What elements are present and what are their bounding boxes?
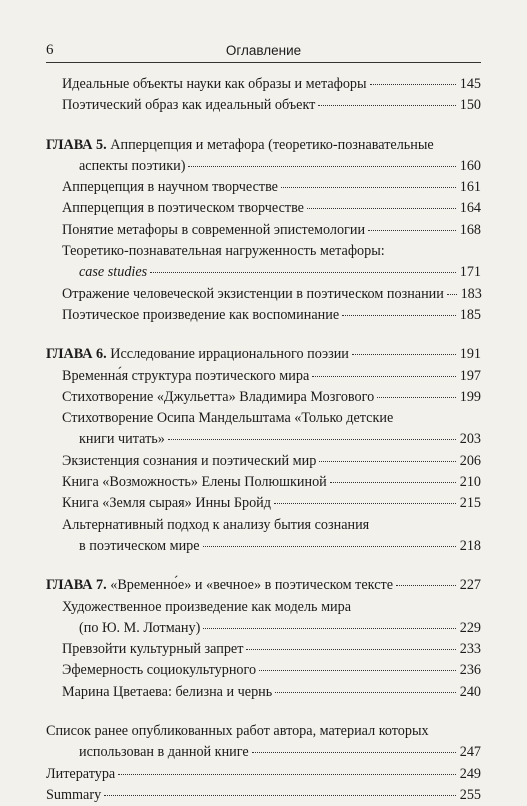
toc-title: Марина Цветаева: белизна и чернь [62, 683, 273, 700]
toc-page-number: 160 [459, 157, 481, 174]
toc-title: Стихотворение «Джульетта» Владимира Мозгового [62, 388, 375, 405]
dot-leader [246, 649, 456, 650]
toc-page-number: 215 [459, 495, 481, 512]
toc-entry-line [46, 660, 481, 681]
toc-title: Апперцепция в поэтическом творчестве [62, 200, 304, 217]
dot-leader [259, 670, 456, 671]
section-gap [46, 326, 481, 344]
section-gap [46, 117, 481, 135]
toc-page-number: 229 [459, 619, 481, 636]
chapter-label: ГЛАВА 5. [46, 136, 107, 153]
dot-leader [377, 397, 456, 398]
dot-leader [330, 482, 456, 483]
toc-page-number: 206 [459, 452, 481, 469]
dot-leader [168, 439, 456, 440]
toc-title: аспекты поэтики) [79, 157, 186, 174]
running-header [46, 42, 481, 63]
toc-entry-line [46, 95, 481, 116]
toc-entry-line [46, 472, 481, 493]
toc-entry-line [46, 721, 481, 742]
chapter-label: ГЛАВА 7. [46, 577, 107, 594]
dot-leader [319, 461, 456, 462]
toc-entry-line [46, 387, 481, 408]
toc-title: Поэтический образ как идеальный объект [62, 97, 316, 114]
toc-entry-line [46, 785, 481, 806]
toc-entry-line [46, 262, 481, 283]
toc-entry-line [46, 408, 481, 429]
toc-page-number: 145 [459, 76, 481, 92]
dot-leader [281, 187, 456, 188]
page-number: 6 [46, 42, 54, 58]
toc-title: Идеальные объекты науки как образы и метафоры [62, 76, 367, 92]
toc-page-number: 218 [459, 537, 481, 554]
toc-page-number: 168 [459, 221, 481, 238]
toc-title: использован в данной книге [79, 744, 249, 761]
toc-title: «Временно́е» и «вечное» в поэтическом тексте [110, 577, 394, 594]
toc-title: Стихотворение Осипа Мандельштама «Только детские [62, 410, 394, 427]
toc-entry-line [46, 220, 481, 241]
dot-leader [447, 294, 457, 295]
dot-leader [396, 585, 456, 586]
toc-title: Экзистенция сознания и поэтический мир [62, 452, 317, 469]
toc-title: Апперцепция и метафора (теоретико-познавательные [110, 136, 434, 153]
toc-chapter-line [46, 135, 481, 156]
toc-title: Summary [46, 786, 102, 803]
toc-entry-line [46, 74, 481, 95]
toc-page-number: 191 [459, 346, 481, 363]
dot-leader [370, 84, 456, 85]
toc-entry-line [46, 639, 481, 660]
toc-title: Список ранее опубликованных работ автора, материал которых [46, 723, 429, 740]
toc-title: (по Ю. М. Лотману) [79, 619, 201, 636]
toc-title: Книга «Земля сырая» Инны Бройд [62, 495, 271, 512]
toc-page-number: 199 [459, 388, 481, 405]
toc-entry-line [46, 284, 481, 305]
toc-title: Поэтическое произведение как воспоминание [62, 306, 340, 323]
toc-page-number: 240 [459, 683, 481, 700]
toc-title: Книга «Возможность» Елены Полюшкиной [62, 474, 327, 491]
dot-leader [203, 628, 456, 629]
toc-page-number: 164 [459, 200, 481, 217]
toc-entry-line [46, 366, 481, 387]
toc-page-number: 150 [459, 97, 481, 114]
running-title: Оглавление [225, 43, 302, 58]
dot-leader [104, 795, 456, 796]
toc-page-number: 185 [459, 306, 481, 323]
toc-page-number: 233 [459, 641, 481, 658]
toc-title: Исследование иррационального поэзии [110, 346, 349, 363]
toc-page-number: 203 [459, 431, 481, 448]
toc-title: Отражение человеческой экзистенции в поэтическом познании [62, 285, 444, 302]
toc-title: книги читать» [79, 431, 165, 448]
dot-leader [252, 752, 456, 753]
toc-page-number: 183 [460, 285, 482, 302]
dot-leader [318, 105, 456, 106]
toc-title: Эфемерность социокультурного [62, 662, 257, 679]
toc-title: Теоретико-познавательная нагруженность метафоры: [62, 243, 385, 260]
dot-leader [203, 546, 456, 547]
toc-page-number: 227 [459, 577, 481, 594]
dot-leader [118, 774, 456, 775]
toc-page-number: 210 [459, 474, 481, 491]
toc-title: Художественное произведение как модель мира [62, 598, 352, 615]
dot-leader [342, 315, 456, 316]
toc-page-number: 255 [459, 786, 481, 803]
toc-page-number: 161 [459, 179, 481, 196]
toc-chapter-line [46, 156, 481, 177]
toc-page-number: 236 [459, 662, 481, 679]
toc-title: Понятие метафоры в современной эпистемологии [62, 221, 366, 238]
section-gap [46, 557, 481, 575]
toc-chapter-line [46, 575, 481, 596]
toc-entry-line [46, 451, 481, 472]
dot-leader [275, 692, 456, 693]
toc-entry-line [46, 597, 481, 618]
section-gap [46, 703, 481, 721]
toc-entry-line [46, 241, 481, 262]
toc-entry-line [46, 493, 481, 514]
toc-page-number: 249 [459, 765, 481, 782]
chapter-label: ГЛАВА 6. [46, 346, 107, 363]
toc-entry-line [46, 764, 481, 785]
dot-leader [312, 376, 456, 377]
toc-page-number: 197 [459, 367, 481, 384]
toc-entry-line [46, 429, 481, 450]
toc-title: Литература [46, 765, 116, 782]
toc-title: Апперцепция в научном творчестве [62, 179, 278, 196]
toc-entry-line [46, 742, 481, 763]
toc-entry-line [46, 515, 481, 536]
dot-leader [274, 503, 456, 504]
toc-title: в поэтическом мире [79, 537, 200, 554]
toc-title: Временна́я структура поэтического мира [62, 367, 310, 384]
dot-leader [352, 354, 456, 355]
toc-page-number: 247 [459, 744, 481, 761]
toc-entry-line [46, 682, 481, 703]
dot-leader [150, 272, 456, 273]
toc-entry-line [46, 177, 481, 198]
toc-title: Альтернативный подход к анализу бытия сознания [62, 516, 370, 533]
toc-chapter-line [46, 344, 481, 365]
dot-leader [307, 208, 456, 209]
toc-title: case studies [79, 264, 148, 281]
toc-entry-line [46, 305, 481, 326]
dot-leader [368, 230, 456, 231]
dot-leader [188, 166, 456, 167]
toc-page-number: 171 [459, 264, 481, 281]
toc-title: Превзойти культурный запрет [62, 641, 244, 658]
toc-entry-line [46, 198, 481, 219]
toc-entry-line [46, 536, 481, 557]
table-of-contents [46, 74, 481, 806]
toc-entry-line [46, 618, 481, 639]
